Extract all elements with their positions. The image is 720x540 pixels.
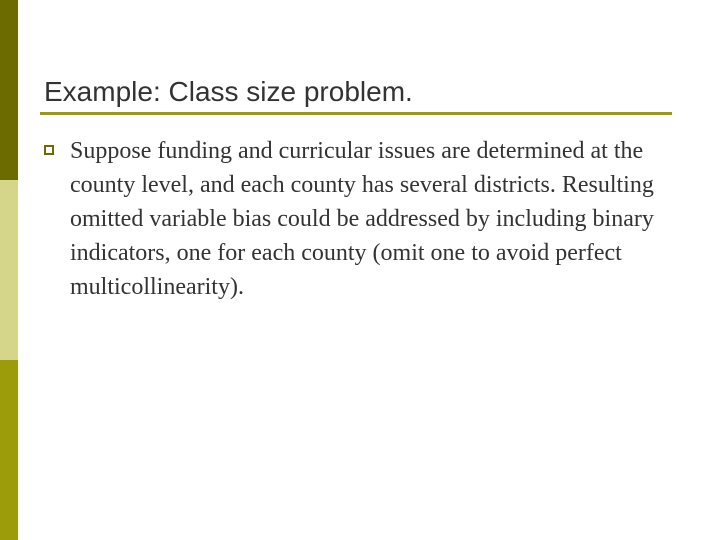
side-bar-top — [0, 0, 18, 180]
square-bullet-icon — [44, 145, 54, 155]
bullet-list — [40, 134, 680, 304]
bullet-item — [40, 134, 680, 304]
bullet-text: Suppose funding and curricular issues are determined at the county level, and each county has several districts. Resulting omitted variable bias could be addressed by including binary indicators, one for each county (omit one to avoid perfect multicollinearity). — [70, 138, 654, 300]
title-underline — [40, 112, 672, 115]
side-bar-bottom — [0, 360, 18, 540]
slide-title: Example: Class size problem. — [44, 76, 413, 107]
side-bar-middle — [0, 180, 18, 360]
